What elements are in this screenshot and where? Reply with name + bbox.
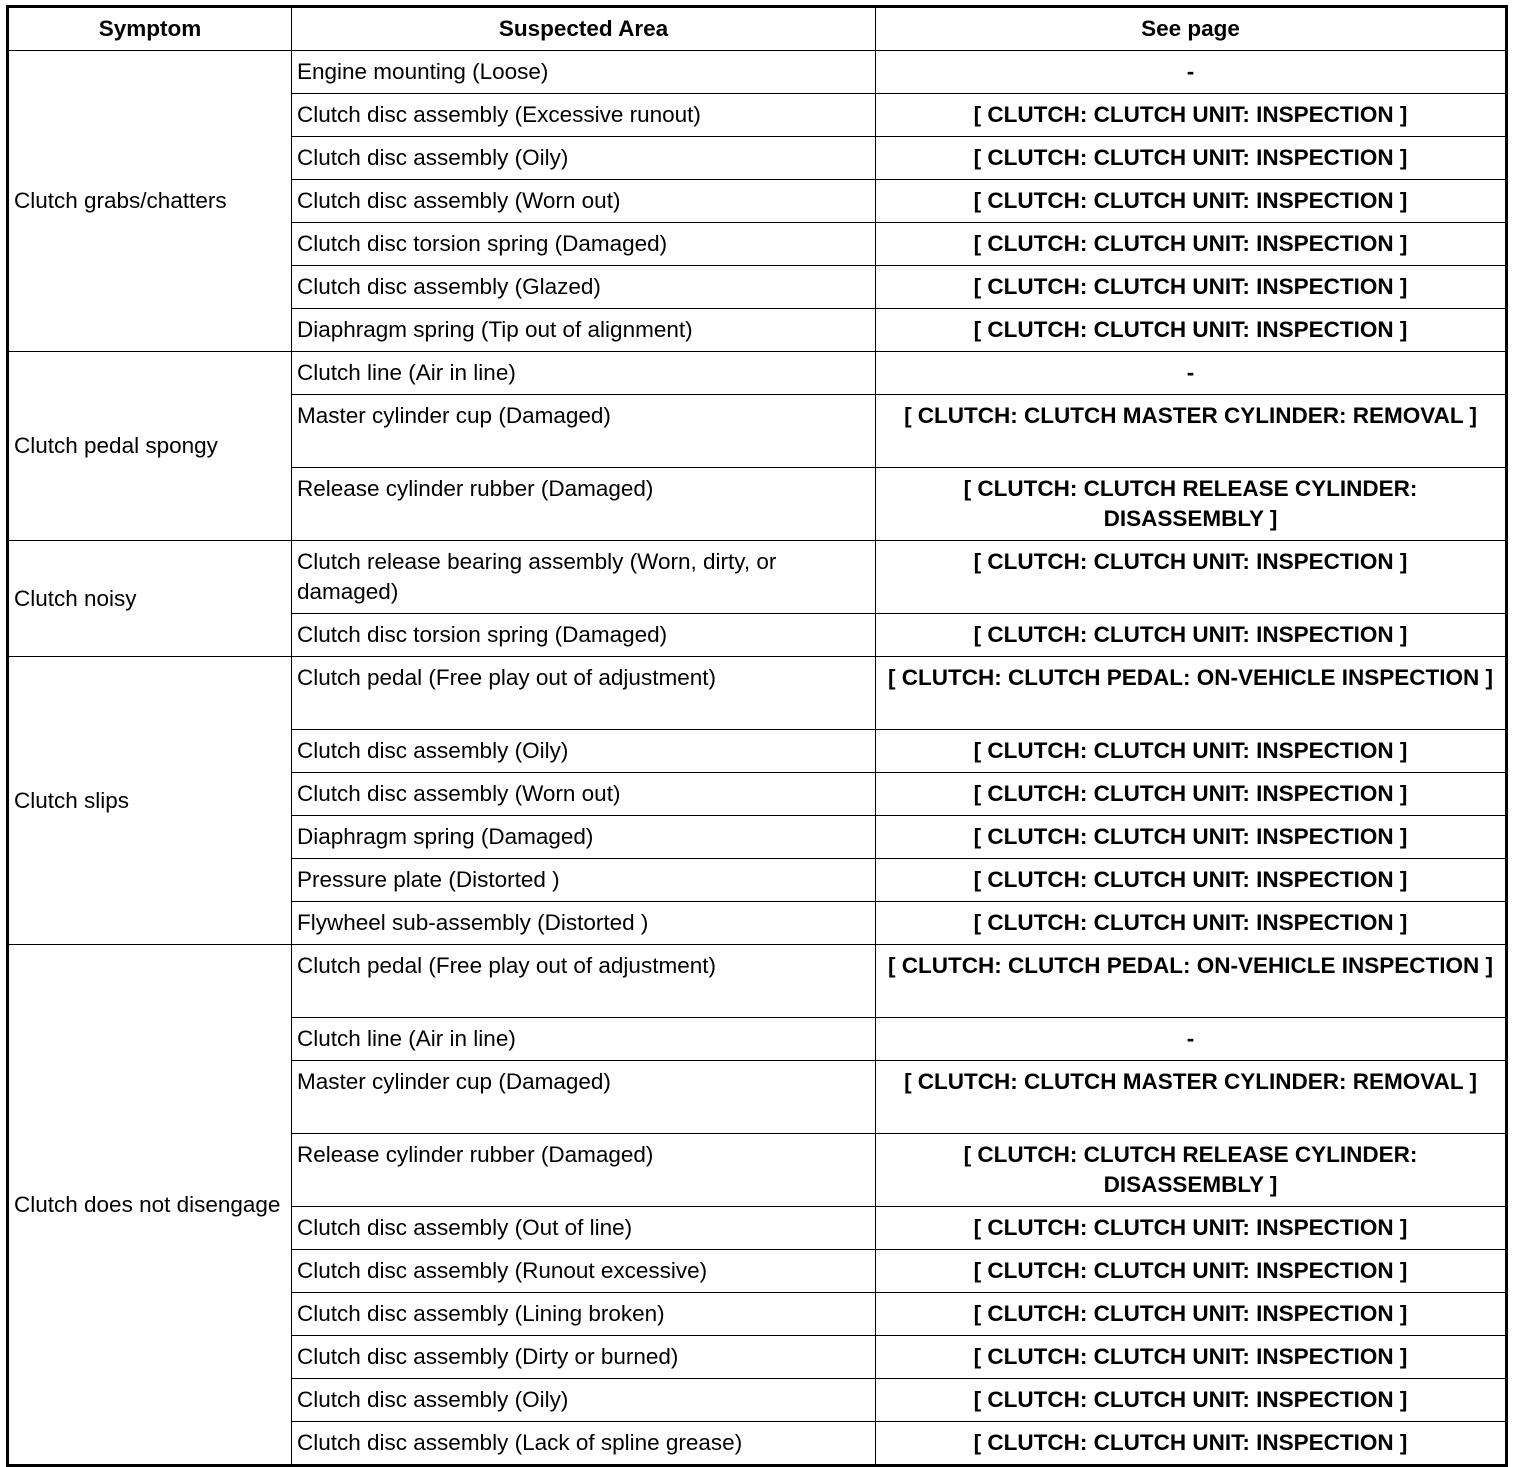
suspected-area-cell: Clutch pedal (Free play out of adjustment) bbox=[292, 945, 876, 1018]
see-page-cell: [ CLUTCH: CLUTCH UNIT: INSPECTION ] bbox=[876, 1422, 1507, 1466]
suspected-area-cell: Clutch line (Air in line) bbox=[292, 1018, 876, 1061]
suspected-area-cell: Clutch disc assembly (Oily) bbox=[292, 730, 876, 773]
see-page-cell: [ CLUTCH: CLUTCH UNIT: INSPECTION ] bbox=[876, 223, 1507, 266]
table-body bbox=[8, 51, 1507, 1466]
suspected-area-cell: Engine mounting (Loose) bbox=[292, 51, 876, 94]
see-page-cell: [ CLUTCH: CLUTCH UNIT: INSPECTION ] bbox=[876, 730, 1507, 773]
suspected-area-cell: Master cylinder cup (Damaged) bbox=[292, 1061, 876, 1134]
symptom-cell: Clutch does not disengage bbox=[8, 945, 292, 1466]
see-page-cell: [ CLUTCH: CLUTCH UNIT: INSPECTION ] bbox=[876, 1336, 1507, 1379]
table-row bbox=[8, 657, 1507, 730]
see-page-cell: [ CLUTCH: CLUTCH UNIT: INSPECTION ] bbox=[876, 541, 1507, 614]
see-page-cell: [ CLUTCH: CLUTCH UNIT: INSPECTION ] bbox=[876, 309, 1507, 352]
see-page-cell: [ CLUTCH: CLUTCH UNIT: INSPECTION ] bbox=[876, 773, 1507, 816]
table-row bbox=[8, 51, 1507, 94]
suspected-area-cell: Clutch release bearing assembly (Worn, dirty, or damaged) bbox=[292, 541, 876, 614]
suspected-area-cell: Clutch disc torsion spring (Damaged) bbox=[292, 223, 876, 266]
troubleshooting-table bbox=[6, 5, 1508, 1467]
symptom-cell: Clutch slips bbox=[8, 657, 292, 945]
see-page-cell: [ CLUTCH: CLUTCH PEDAL: ON-VEHICLE INSPECTION ] bbox=[876, 657, 1507, 730]
symptom-cell: Clutch noisy bbox=[8, 541, 292, 657]
see-page-cell: - bbox=[876, 352, 1507, 395]
suspected-area-cell: Clutch disc assembly (Excessive runout) bbox=[292, 94, 876, 137]
suspected-area-cell: Clutch disc assembly (Glazed) bbox=[292, 266, 876, 309]
suspected-area-cell: Clutch disc assembly (Out of line) bbox=[292, 1207, 876, 1250]
table-row bbox=[8, 945, 1507, 1018]
suspected-area-cell: Clutch disc assembly (Worn out) bbox=[292, 180, 876, 223]
suspected-area-cell: Clutch disc assembly (Oily) bbox=[292, 1379, 876, 1422]
suspected-area-cell: Diaphragm spring (Tip out of alignment) bbox=[292, 309, 876, 352]
see-page-cell: [ CLUTCH: CLUTCH UNIT: INSPECTION ] bbox=[876, 614, 1507, 657]
suspected-area-cell: Pressure plate (Distorted ) bbox=[292, 859, 876, 902]
see-page-cell: [ CLUTCH: CLUTCH UNIT: INSPECTION ] bbox=[876, 94, 1507, 137]
suspected-area-cell: Release cylinder rubber (Damaged) bbox=[292, 468, 876, 541]
see-page-cell: - bbox=[876, 51, 1507, 94]
see-page-cell: [ CLUTCH: CLUTCH MASTER CYLINDER: REMOVAL ] bbox=[876, 395, 1507, 468]
see-page-cell: [ CLUTCH: CLUTCH UNIT: INSPECTION ] bbox=[876, 266, 1507, 309]
table-row bbox=[8, 352, 1507, 395]
suspected-area-cell: Flywheel sub-assembly (Distorted ) bbox=[292, 902, 876, 945]
see-page-cell: [ CLUTCH: CLUTCH UNIT: INSPECTION ] bbox=[876, 902, 1507, 945]
see-page-cell: [ CLUTCH: CLUTCH UNIT: INSPECTION ] bbox=[876, 1293, 1507, 1336]
see-page-cell: [ CLUTCH: CLUTCH UNIT: INSPECTION ] bbox=[876, 816, 1507, 859]
suspected-area-cell: Clutch disc assembly (Runout excessive) bbox=[292, 1250, 876, 1293]
suspected-area-cell: Clutch disc assembly (Lack of spline grease) bbox=[292, 1422, 876, 1466]
see-page-cell: [ CLUTCH: CLUTCH UNIT: INSPECTION ] bbox=[876, 137, 1507, 180]
header-see-page: See page bbox=[876, 7, 1507, 51]
see-page-cell: [ CLUTCH: CLUTCH PEDAL: ON-VEHICLE INSPECTION ] bbox=[876, 945, 1507, 1018]
suspected-area-cell: Diaphragm spring (Damaged) bbox=[292, 816, 876, 859]
see-page-cell: [ CLUTCH: CLUTCH UNIT: INSPECTION ] bbox=[876, 180, 1507, 223]
suspected-area-cell: Clutch line (Air in line) bbox=[292, 352, 876, 395]
see-page-cell: [ CLUTCH: CLUTCH UNIT: INSPECTION ] bbox=[876, 1250, 1507, 1293]
see-page-cell: [ CLUTCH: CLUTCH UNIT: INSPECTION ] bbox=[876, 859, 1507, 902]
suspected-area-cell: Clutch disc assembly (Lining broken) bbox=[292, 1293, 876, 1336]
table-row bbox=[8, 541, 1507, 614]
suspected-area-cell: Release cylinder rubber (Damaged) bbox=[292, 1134, 876, 1207]
see-page-cell: [ CLUTCH: CLUTCH MASTER CYLINDER: REMOVAL ] bbox=[876, 1061, 1507, 1134]
see-page-cell: [ CLUTCH: CLUTCH UNIT: INSPECTION ] bbox=[876, 1207, 1507, 1250]
see-page-cell: - bbox=[876, 1018, 1507, 1061]
symptom-cell: Clutch pedal spongy bbox=[8, 352, 292, 541]
suspected-area-cell: Master cylinder cup (Damaged) bbox=[292, 395, 876, 468]
suspected-area-cell: Clutch disc assembly (Oily) bbox=[292, 137, 876, 180]
suspected-area-cell: Clutch disc assembly (Dirty or burned) bbox=[292, 1336, 876, 1379]
suspected-area-cell: Clutch pedal (Free play out of adjustment) bbox=[292, 657, 876, 730]
header-symptom: Symptom bbox=[8, 7, 292, 51]
symptom-cell: Clutch grabs/chatters bbox=[8, 51, 292, 352]
suspected-area-cell: Clutch disc torsion spring (Damaged) bbox=[292, 614, 876, 657]
header-row bbox=[8, 7, 1507, 51]
see-page-cell: [ CLUTCH: CLUTCH RELEASE CYLINDER: DISASSEMBLY ] bbox=[876, 1134, 1507, 1207]
see-page-cell: [ CLUTCH: CLUTCH RELEASE CYLINDER: DISASSEMBLY ] bbox=[876, 468, 1507, 541]
header-suspected-area: Suspected Area bbox=[292, 7, 876, 51]
suspected-area-cell: Clutch disc assembly (Worn out) bbox=[292, 773, 876, 816]
see-page-cell: [ CLUTCH: CLUTCH UNIT: INSPECTION ] bbox=[876, 1379, 1507, 1422]
